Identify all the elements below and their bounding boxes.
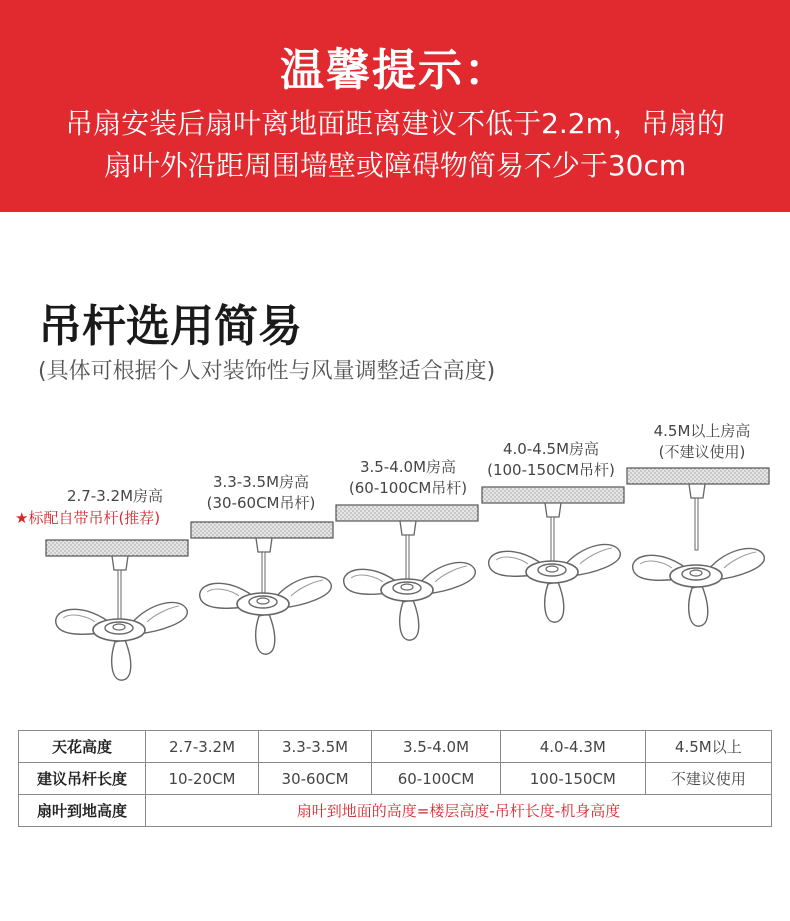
fan-illustrations bbox=[0, 410, 790, 700]
fan-5-height: 4.5M以上房高 bbox=[653, 422, 751, 440]
table-cell: 10-20CM bbox=[146, 763, 259, 795]
fan-2-height: 3.3-3.5M房高 bbox=[212, 473, 310, 491]
fan-1-illustration bbox=[46, 540, 188, 680]
fan-4-rod: (100-150CM吊杆) bbox=[487, 461, 615, 479]
banner-title: 温馨提示： bbox=[280, 45, 510, 96]
table-cell: 3.3-3.5M bbox=[259, 731, 372, 763]
fan-3-height: 3.5-4.0M房高 bbox=[359, 458, 457, 476]
row-header-rod: 建议吊杆长度 bbox=[19, 763, 146, 795]
fan-5-rod: (不建议使用) bbox=[658, 443, 746, 461]
fan-5-illustration bbox=[627, 468, 769, 626]
table-cell: 4.5M以上 bbox=[645, 731, 771, 763]
fan-2-rod: (30-60CM吊杆) bbox=[206, 494, 316, 512]
tip-banner bbox=[0, 0, 790, 212]
ceiling-5 bbox=[627, 468, 769, 484]
table-cell: 4.0-4.3M bbox=[500, 731, 645, 763]
table-cell: 30-60CM bbox=[259, 763, 372, 795]
fan-3-illustration bbox=[336, 505, 478, 640]
table-row bbox=[19, 795, 772, 827]
table-cell: 2.7-3.2M bbox=[146, 731, 259, 763]
ceiling-2 bbox=[191, 522, 333, 538]
fan-2-illustration bbox=[191, 522, 333, 654]
table-row bbox=[19, 763, 772, 795]
banner-line-2: 扇叶外沿距周围墙壁或障碍物简易不少于30cm bbox=[103, 149, 687, 182]
table-cell: 不建议使用 bbox=[645, 763, 771, 795]
star-icon: ★ bbox=[15, 509, 29, 527]
table-cell: 60-100CM bbox=[372, 763, 501, 795]
table-row bbox=[19, 731, 772, 763]
fan-3-rod: (60-100CM吊杆) bbox=[348, 479, 468, 497]
ceiling-4 bbox=[482, 487, 624, 503]
table-cell: 100-150CM bbox=[500, 763, 645, 795]
fan-4-illustration bbox=[482, 487, 624, 622]
row-header-ceiling: 天花高度 bbox=[19, 731, 146, 763]
section-subtitle: (具体可根据个人对装饰性与风量调整适合高度) bbox=[38, 359, 496, 384]
ceiling-1 bbox=[46, 540, 188, 556]
fan-4-height: 4.0-4.5M房高 bbox=[502, 440, 600, 458]
banner-line-1: 吊扇安装后扇叶离地面距离建议不低于2.2m，吊扇的 bbox=[65, 107, 725, 140]
fan-1-note-text: 标配自带吊杆(推荐) bbox=[28, 509, 161, 527]
spec-table bbox=[18, 730, 772, 827]
fan-1-height: 2.7-3.2M房高 bbox=[66, 487, 164, 505]
ceiling-3 bbox=[336, 505, 478, 521]
formula-cell: 扇叶到地面的高度=楼层高度-吊杆长度-机身高度 bbox=[146, 795, 772, 827]
section-title: 吊杆选用简易 bbox=[38, 301, 302, 352]
table-cell: 3.5-4.0M bbox=[372, 731, 501, 763]
row-header-blade: 扇叶到地高度 bbox=[19, 795, 146, 827]
